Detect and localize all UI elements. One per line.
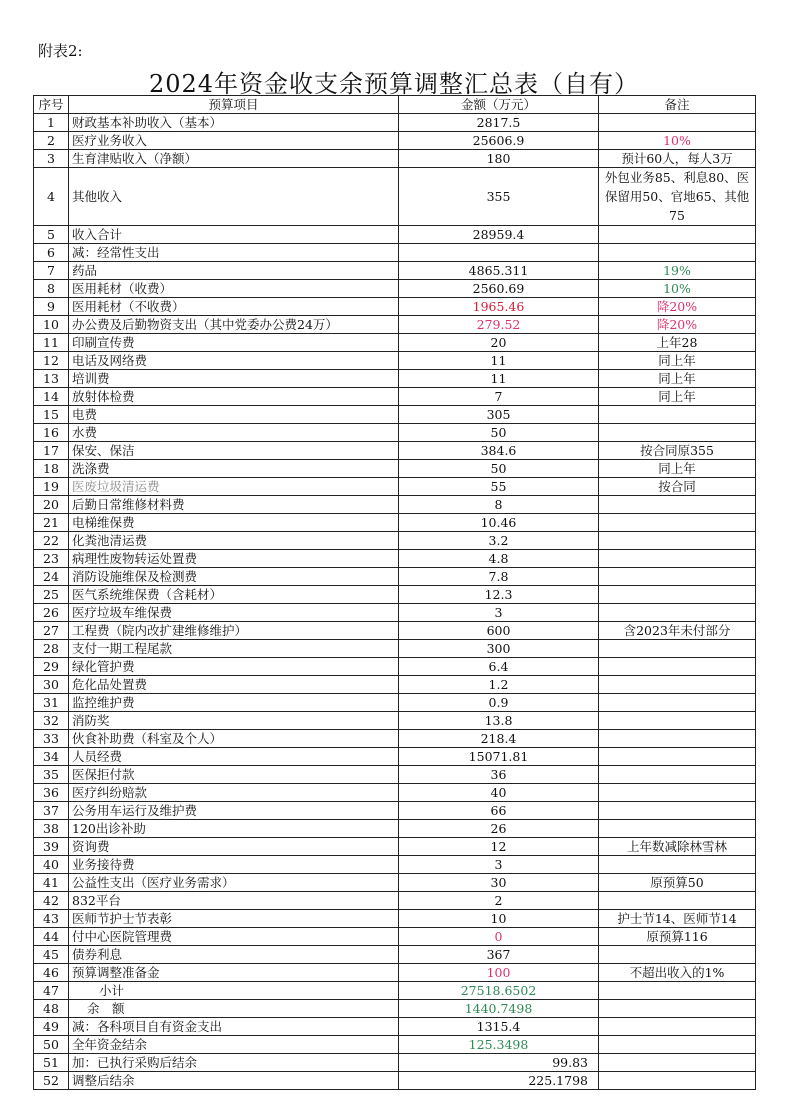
row-note	[599, 1072, 756, 1090]
table-row	[34, 928, 756, 946]
row-amount: 0	[399, 928, 599, 946]
row-note: 上年数减除林雪林	[599, 838, 756, 856]
table-row	[34, 820, 756, 838]
row-item: 减：经常性支出	[69, 244, 399, 262]
table-header-row	[34, 96, 756, 114]
table-row	[34, 856, 756, 874]
row-amount: 100	[399, 964, 599, 982]
header-item: 预算项目	[69, 96, 399, 114]
row-index: 52	[34, 1072, 69, 1090]
row-note	[599, 946, 756, 964]
table-row	[34, 568, 756, 586]
row-item: 调整后结余	[69, 1072, 399, 1090]
table-row	[34, 694, 756, 712]
row-item: 医气系统维保费（含耗材）	[69, 586, 399, 604]
row-item: 全年资金结余	[69, 1036, 399, 1054]
row-amount: 2560.69	[399, 280, 599, 298]
row-index: 14	[34, 388, 69, 406]
row-amount: 3	[399, 856, 599, 874]
row-index: 44	[34, 928, 69, 946]
table-row	[34, 370, 756, 388]
row-note: 按合同	[599, 478, 756, 496]
row-item: 病理性废物转运处置费	[69, 550, 399, 568]
row-note	[599, 676, 756, 694]
row-note	[599, 712, 756, 730]
row-note	[599, 766, 756, 784]
row-index: 32	[34, 712, 69, 730]
row-amount: 11	[399, 370, 599, 388]
row-item: 水费	[69, 424, 399, 442]
table-row	[34, 892, 756, 910]
row-index: 11	[34, 334, 69, 352]
table-row	[34, 712, 756, 730]
row-index: 22	[34, 532, 69, 550]
table-row	[34, 910, 756, 928]
row-item: 消防奖	[69, 712, 399, 730]
row-item: 医保拒付款	[69, 766, 399, 784]
table-row	[34, 802, 756, 820]
table-row	[34, 424, 756, 442]
row-amount: 1965.46	[399, 298, 599, 316]
row-item: 保安、保洁	[69, 442, 399, 460]
table-row	[34, 1072, 756, 1090]
table-row	[34, 550, 756, 568]
row-index: 39	[34, 838, 69, 856]
row-amount: 99.83	[399, 1054, 599, 1072]
row-amount: 305	[399, 406, 599, 424]
row-note: 护士节14、医师节14	[599, 910, 756, 928]
row-item: 小计	[69, 982, 399, 1000]
row-amount: 225.1798	[399, 1072, 599, 1090]
row-note: 原预算116	[599, 928, 756, 946]
row-amount: 7	[399, 388, 599, 406]
table-row	[34, 352, 756, 370]
row-note: 含2023年未付部分	[599, 622, 756, 640]
table-row	[34, 838, 756, 856]
row-amount: 125.3498	[399, 1036, 599, 1054]
row-amount: 12.3	[399, 586, 599, 604]
row-note: 按合同原355	[599, 442, 756, 460]
table-body	[34, 114, 756, 1090]
row-note: 降20%	[599, 316, 756, 334]
row-amount: 3	[399, 604, 599, 622]
row-item: 医废垃圾清运费	[69, 478, 399, 496]
header-note: 备注	[599, 96, 756, 114]
row-item: 医师节护士节表彰	[69, 910, 399, 928]
row-note	[599, 1000, 756, 1018]
row-amount: 218.4	[399, 730, 599, 748]
table-row	[34, 316, 756, 334]
row-amount: 6.4	[399, 658, 599, 676]
row-note: 原预算50	[599, 874, 756, 892]
row-index: 46	[34, 964, 69, 982]
header-amount: 金额（万元）	[399, 96, 599, 114]
row-item: 支付一期工程尾款	[69, 640, 399, 658]
row-index: 37	[34, 802, 69, 820]
row-index: 51	[34, 1054, 69, 1072]
row-index: 50	[34, 1036, 69, 1054]
row-index: 31	[34, 694, 69, 712]
row-note	[599, 658, 756, 676]
row-amount: 180	[399, 150, 599, 168]
table-row	[34, 748, 756, 766]
row-note	[599, 604, 756, 622]
table-row	[34, 150, 756, 168]
row-amount: 355	[399, 168, 599, 226]
row-item: 120出诊补助	[69, 820, 399, 838]
row-note: 19%	[599, 262, 756, 280]
row-amount: 2	[399, 892, 599, 910]
row-amount: 40	[399, 784, 599, 802]
row-note: 预计60人，每人3万	[599, 150, 756, 168]
row-index: 27	[34, 622, 69, 640]
row-note: 10%	[599, 132, 756, 150]
table-row	[34, 766, 756, 784]
document-caption: 附表2:	[38, 42, 83, 60]
table-row	[34, 280, 756, 298]
row-item: 危化品处置费	[69, 676, 399, 694]
row-index: 43	[34, 910, 69, 928]
table-row	[34, 132, 756, 150]
row-index: 23	[34, 550, 69, 568]
table-row	[34, 1018, 756, 1036]
table-row	[34, 406, 756, 424]
row-item: 公务用车运行及维护费	[69, 802, 399, 820]
row-amount: 3.2	[399, 532, 599, 550]
row-note-text: 外包业务85、利息80、医保留用50、官地65、其他75	[604, 170, 750, 223]
row-item: 医疗垃圾车维保费	[69, 604, 399, 622]
row-note	[599, 226, 756, 244]
row-item: 药品	[69, 262, 399, 280]
row-note: 同上年	[599, 388, 756, 406]
row-item: 印刷宣传费	[69, 334, 399, 352]
table-row	[34, 730, 756, 748]
row-index: 38	[34, 820, 69, 838]
table-row	[34, 226, 756, 244]
row-item: 放射体检费	[69, 388, 399, 406]
row-item: 电费	[69, 406, 399, 424]
table-row	[34, 586, 756, 604]
table-row	[34, 784, 756, 802]
row-item: 财政基本补助收入（基本）	[69, 114, 399, 132]
row-item: 减：各科项目自有资金支出	[69, 1018, 399, 1036]
row-index: 13	[34, 370, 69, 388]
row-index: 1	[34, 114, 69, 132]
row-index: 5	[34, 226, 69, 244]
row-note: 同上年	[599, 460, 756, 478]
row-item: 医用耗材（收费）	[69, 280, 399, 298]
row-index: 34	[34, 748, 69, 766]
row-note	[599, 550, 756, 568]
table-row	[34, 1036, 756, 1054]
row-index: 47	[34, 982, 69, 1000]
row-note	[599, 168, 756, 226]
row-note: 不超出收入的1%	[599, 964, 756, 982]
row-note	[599, 856, 756, 874]
row-amount: 36	[399, 766, 599, 784]
row-amount: 12	[399, 838, 599, 856]
table-row	[34, 982, 756, 1000]
row-index: 24	[34, 568, 69, 586]
table-row	[34, 604, 756, 622]
row-amount: 300	[399, 640, 599, 658]
row-index: 41	[34, 874, 69, 892]
table-row	[34, 478, 756, 496]
row-item: 伙食补助费（科室及个人）	[69, 730, 399, 748]
row-item: 收入合计	[69, 226, 399, 244]
row-amount: 367	[399, 946, 599, 964]
table-row	[34, 946, 756, 964]
table-row	[34, 334, 756, 352]
row-amount: 50	[399, 460, 599, 478]
row-amount: 15071.81	[399, 748, 599, 766]
row-amount: 384.6	[399, 442, 599, 460]
row-note: 同上年	[599, 352, 756, 370]
row-note	[599, 406, 756, 424]
row-note	[599, 1054, 756, 1072]
row-item: 电话及网络费	[69, 352, 399, 370]
table-row	[34, 658, 756, 676]
row-amount: 7.8	[399, 568, 599, 586]
row-index: 40	[34, 856, 69, 874]
row-amount: 1.2	[399, 676, 599, 694]
row-amount: 1440.7498	[399, 1000, 599, 1018]
row-amount	[399, 244, 599, 262]
row-note	[599, 694, 756, 712]
row-index: 18	[34, 460, 69, 478]
row-note	[599, 892, 756, 910]
row-amount: 8	[399, 496, 599, 514]
row-note	[599, 1018, 756, 1036]
row-item: 其他收入	[69, 168, 399, 226]
row-item: 资询费	[69, 838, 399, 856]
row-item: 培训费	[69, 370, 399, 388]
row-note: 降20%	[599, 298, 756, 316]
row-item: 付中心医院管理费	[69, 928, 399, 946]
row-index: 29	[34, 658, 69, 676]
row-amount: 10.46	[399, 514, 599, 532]
row-item: 人员经费	[69, 748, 399, 766]
table-row	[34, 532, 756, 550]
row-index: 8	[34, 280, 69, 298]
row-note	[599, 802, 756, 820]
row-item: 业务接待费	[69, 856, 399, 874]
row-note	[599, 640, 756, 658]
row-note: 10%	[599, 280, 756, 298]
row-index: 7	[34, 262, 69, 280]
row-index: 25	[34, 586, 69, 604]
row-index: 12	[34, 352, 69, 370]
row-index: 16	[34, 424, 69, 442]
row-note: 同上年	[599, 370, 756, 388]
row-amount: 20	[399, 334, 599, 352]
row-note	[599, 748, 756, 766]
row-note	[599, 730, 756, 748]
row-index: 35	[34, 766, 69, 784]
row-item: 洗涤费	[69, 460, 399, 478]
row-item: 公益性支出（医疗业务需求）	[69, 874, 399, 892]
row-index: 19	[34, 478, 69, 496]
row-amount: 26	[399, 820, 599, 838]
row-amount: 55	[399, 478, 599, 496]
row-item: 生育津贴收入（净额）	[69, 150, 399, 168]
row-item: 医疗业务收入	[69, 132, 399, 150]
table-row	[34, 244, 756, 262]
row-amount: 50	[399, 424, 599, 442]
row-item: 电梯维保费	[69, 514, 399, 532]
row-item: 后勤日常维修材料费	[69, 496, 399, 514]
row-amount: 11	[399, 352, 599, 370]
table-row	[34, 114, 756, 132]
row-item: 预算调整准备金	[69, 964, 399, 982]
table-row	[34, 640, 756, 658]
row-item: 绿化管护费	[69, 658, 399, 676]
row-amount: 2817.5	[399, 114, 599, 132]
row-amount: 0.9	[399, 694, 599, 712]
row-note	[599, 568, 756, 586]
row-amount: 600	[399, 622, 599, 640]
row-index: 30	[34, 676, 69, 694]
row-amount: 13.8	[399, 712, 599, 730]
table-row	[34, 168, 756, 226]
row-index: 10	[34, 316, 69, 334]
row-item: 医疗纠纷赔款	[69, 784, 399, 802]
row-amount: 4865.311	[399, 262, 599, 280]
header-index: 序号	[34, 96, 69, 114]
row-note	[599, 496, 756, 514]
row-amount: 27518.6502	[399, 982, 599, 1000]
row-item: 832平台	[69, 892, 399, 910]
table-row	[34, 460, 756, 478]
row-index: 3	[34, 150, 69, 168]
table-row	[34, 388, 756, 406]
row-item: 债券利息	[69, 946, 399, 964]
row-note: 上年28	[599, 334, 756, 352]
row-index: 42	[34, 892, 69, 910]
row-index: 49	[34, 1018, 69, 1036]
table-row	[34, 442, 756, 460]
row-index: 45	[34, 946, 69, 964]
row-index: 6	[34, 244, 69, 262]
table-row	[34, 298, 756, 316]
table-row	[34, 622, 756, 640]
row-amount: 30	[399, 874, 599, 892]
row-index: 2	[34, 132, 69, 150]
row-index: 48	[34, 1000, 69, 1018]
table-row	[34, 964, 756, 982]
row-note	[599, 514, 756, 532]
row-note	[599, 424, 756, 442]
row-note	[599, 532, 756, 550]
table-row	[34, 676, 756, 694]
row-amount: 28959.4	[399, 226, 599, 244]
row-note	[599, 784, 756, 802]
row-index: 15	[34, 406, 69, 424]
row-note	[599, 982, 756, 1000]
document-title: 2024年资金收支余预算调整汇总表（自有）	[148, 70, 640, 98]
row-index: 33	[34, 730, 69, 748]
row-index: 17	[34, 442, 69, 460]
table-row	[34, 1000, 756, 1018]
row-item: 工程费（院内改扩建维修维护）	[69, 622, 399, 640]
row-index: 9	[34, 298, 69, 316]
row-index: 4	[34, 168, 69, 226]
row-note	[599, 820, 756, 838]
budget-table	[33, 95, 756, 1090]
row-index: 28	[34, 640, 69, 658]
row-item: 化粪池清运费	[69, 532, 399, 550]
row-note	[599, 244, 756, 262]
row-item: 加：已执行采购后结余	[69, 1054, 399, 1072]
row-amount: 279.52	[399, 316, 599, 334]
table-row	[34, 874, 756, 892]
row-item: 余 额	[69, 1000, 399, 1018]
row-index: 21	[34, 514, 69, 532]
row-note	[599, 114, 756, 132]
table-row	[34, 514, 756, 532]
row-amount: 10	[399, 910, 599, 928]
row-amount: 66	[399, 802, 599, 820]
row-index: 20	[34, 496, 69, 514]
row-amount: 4.8	[399, 550, 599, 568]
row-note	[599, 586, 756, 604]
table-row	[34, 1054, 756, 1072]
row-amount: 1315.4	[399, 1018, 599, 1036]
row-item: 监控维护费	[69, 694, 399, 712]
row-item: 办公费及后勤物资支出（其中党委办公费24万）	[69, 316, 399, 334]
table-row	[34, 496, 756, 514]
row-item: 消防设施维保及检测费	[69, 568, 399, 586]
row-item: 医用耗材（不收费）	[69, 298, 399, 316]
table-row	[34, 262, 756, 280]
row-index: 36	[34, 784, 69, 802]
row-amount: 25606.9	[399, 132, 599, 150]
row-index: 26	[34, 604, 69, 622]
row-note	[599, 1036, 756, 1054]
